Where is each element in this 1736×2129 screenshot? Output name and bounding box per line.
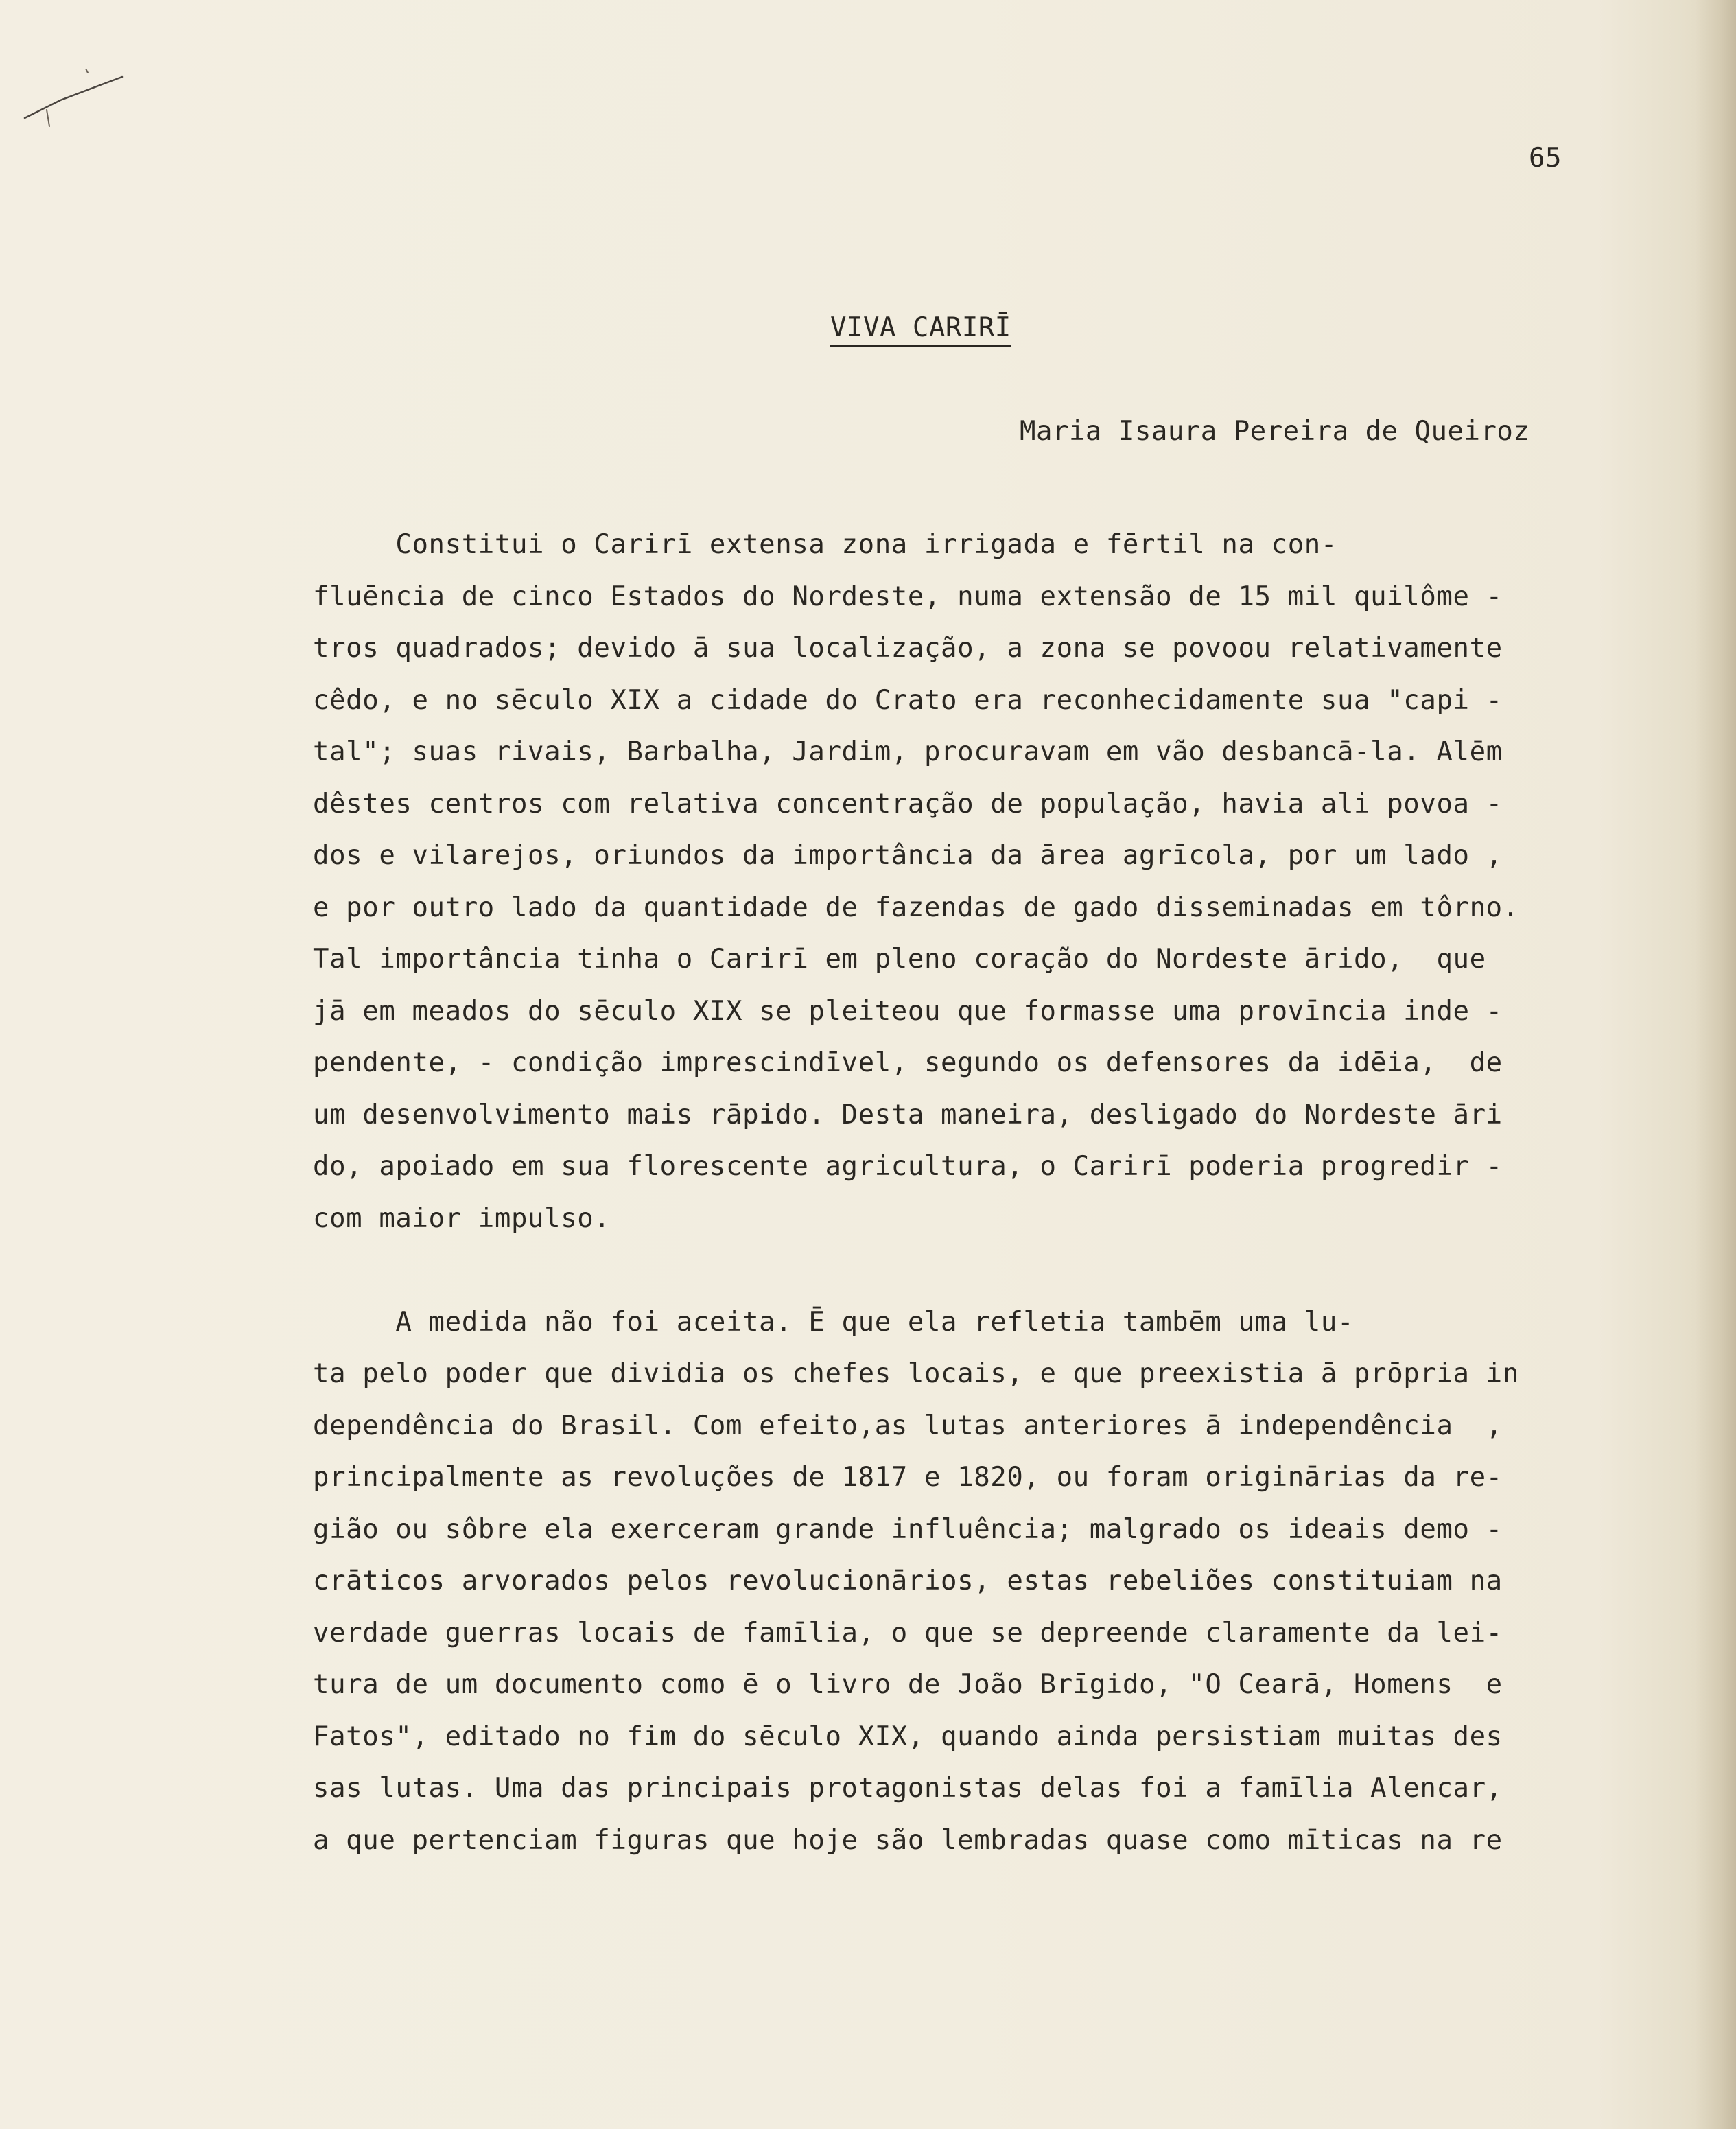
text-line: e por outro lado da quantidade de fazendas de gado disseminadas em tôrno. bbox=[313, 892, 1519, 923]
text-line: Tal importância tinha o Carirī em pleno coração do Nordeste ārido, que bbox=[313, 944, 1486, 975]
text-line: do, apoiado em sua florescente agricultura, o Carirī poderia progredir - bbox=[313, 1151, 1503, 1182]
text-line: fluēncia de cinco Estados do Nordeste, numa extensão de 15 mil quilôme - bbox=[313, 581, 1503, 612]
pencil-mark bbox=[19, 69, 129, 130]
text-line: a que pertenciam figuras que hoje são lembradas quase como mīticas na re bbox=[313, 1824, 1503, 1856]
text-line: dependência do Brasil. Com efeito,as lutas anteriores ā independência , bbox=[313, 1410, 1503, 1441]
page-edge-shadow bbox=[1695, 0, 1736, 2129]
text-line: pendente, - condição imprescindīvel, segundo os defensores da idēia, de bbox=[313, 1047, 1503, 1078]
text-line: dêstes centros com relativa concentração de população, havia ali povoa - bbox=[313, 788, 1503, 819]
text-line: cêdo, e no sēculo XIX a cidade do Crato era reconhecidamente sua "capi - bbox=[313, 684, 1503, 716]
text-line: tros quadrados; devido ā sua localização, a zona se povoou relativamente bbox=[313, 633, 1503, 664]
text-line: tal"; suas rivais, Barbalha, Jardim, procuravam em vão desbancā-la. Alēm bbox=[313, 736, 1503, 767]
text-line: crāticos arvorados pelos revolucionārios, estas rebeliões constituiam na bbox=[313, 1566, 1503, 1596]
paragraph-1 bbox=[313, 519, 1562, 1244]
paragraph-2 bbox=[313, 1296, 1562, 1867]
paragraph-gap bbox=[313, 1244, 1562, 1296]
text-line: A medida não foi aceita. Ē que ela refletia tambēm uma lu- bbox=[313, 1306, 1354, 1338]
document-title: VIVA CARIRĪ bbox=[830, 312, 1011, 347]
text-line: principalmente as revoluções de 1817 e 1820, ou foram originārias da re- bbox=[313, 1462, 1503, 1493]
text-line: tura de um documento como ē o livro de João Brīgido, "O Cearā, Homens e bbox=[313, 1669, 1503, 1700]
text-line: com maior impulso. bbox=[313, 1202, 611, 1234]
page-number: 65 bbox=[1529, 143, 1562, 174]
text-line: jā em meados do sēculo XIX se pleiteou que formasse uma provīncia inde - bbox=[313, 995, 1503, 1027]
text-line: sas lutas. Uma das principais protagonistas delas foi a famīlia Alencar, bbox=[313, 1773, 1503, 1804]
text-line: Fatos", editado no fim do sēculo XIX, quando ainda persistiam muitas des bbox=[313, 1721, 1503, 1752]
text-line: dos e vilarejos, oriundos da importância da ārea agrīcola, por um lado , bbox=[313, 840, 1503, 871]
author-name: Maria Isaura Pereira de Queiroz bbox=[1020, 416, 1530, 447]
body-text bbox=[313, 519, 1562, 1866]
text-line: ta pelo poder que dividia os chefes locais, e que preexistia ā prōpria in bbox=[313, 1358, 1519, 1389]
text-line: um desenvolvimento mais rāpido. Desta maneira, desligado do Nordeste āri bbox=[313, 1099, 1503, 1130]
text-line: verdade guerras locais de famīlia, o que se depreende claramente da lei- bbox=[313, 1617, 1503, 1649]
text-line: Constitui o Carirī extensa zona irrigada e fērtil na con- bbox=[313, 529, 1337, 560]
text-line: gião ou sôbre ela exerceram grande influência; malgrado os ideais demo - bbox=[313, 1513, 1503, 1545]
